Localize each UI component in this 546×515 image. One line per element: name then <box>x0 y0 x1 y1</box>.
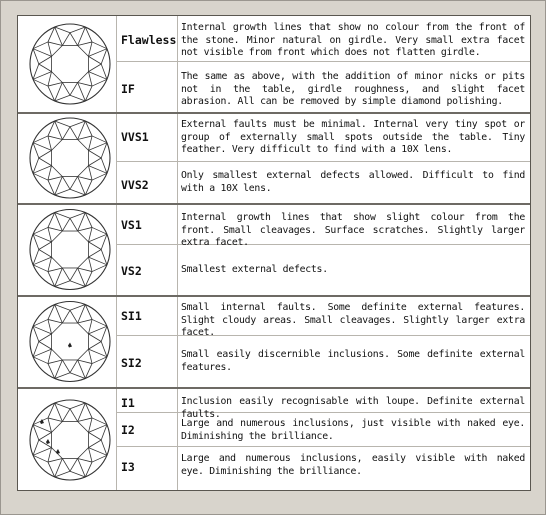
grade-if: IF <box>121 82 135 96</box>
grade-vs2: VS2 <box>121 264 142 278</box>
row-divider <box>116 61 531 62</box>
vvs-diamond-icon <box>20 113 132 203</box>
description-vvs2: Only smallest external defects allowed. Difficult to find with a 10X lens. <box>181 170 525 194</box>
description-vs1: Internal growth lines that show slight colour from the front. Small cleavages. Surface scratches. Slightly larger extra facet. <box>181 212 525 248</box>
grade-i2: I2 <box>121 423 135 437</box>
description-if: The same as above, with the addition of minor nicks or pits not in the table, girdle roughness, and slight facet abrasion. All can be removed by simple diamond polishing. <box>181 71 525 107</box>
included-diamond-icon <box>20 388 132 491</box>
inclusion-mark <box>46 439 50 444</box>
clarity-grade-table <box>17 15 531 491</box>
grade-i3: I3 <box>121 460 135 474</box>
grade-si2: SI2 <box>121 356 142 370</box>
inclusion-mark <box>68 343 72 348</box>
grade-i1: I1 <box>121 396 135 410</box>
row-divider <box>116 161 531 162</box>
si-diamond-icon <box>20 296 132 387</box>
description-i1: Inclusion easily recognisable with loupe. Definite external faults. <box>181 396 525 420</box>
vs-diamond-icon <box>20 204 132 295</box>
description-si2: Small easily discernible inclusions. Some definite external features. <box>181 349 525 373</box>
row-divider <box>116 446 531 447</box>
grade-flawless: Flawless <box>121 33 177 47</box>
flawless-diamond-icon <box>20 16 132 112</box>
description-vvs1: External faults must be minimal. Internal very tiny spot or group of externally small spots outside the table. Tiny feather. Very difficult to find with a 10X lens. <box>181 119 525 155</box>
description-vs2: Smallest external defects. <box>181 264 328 275</box>
grade-vvs1: VVS1 <box>121 130 149 144</box>
description-flawless: Internal growth lines that show no colour from the front of the stone. Minor natural on girdle. Very small extra facet not visible from front which does not flatten girdle. <box>181 22 525 58</box>
column-divider <box>177 16 178 491</box>
description-si1: Small internal faults. Some definite external features. Slight cloudy areas. Small cleavages. Slightly larger extra facet. <box>181 302 525 338</box>
grade-vs1: VS1 <box>121 218 142 232</box>
grade-vvs2: VVS2 <box>121 178 149 192</box>
description-i2: Large and numerous inclusions, just visible with naked eye. Diminishing the brilliance. <box>181 418 525 442</box>
grade-si1: SI1 <box>121 309 142 323</box>
description-i3: Large and numerous inclusions, easily visible with naked eye. Diminishing the brilliance. <box>181 453 525 477</box>
